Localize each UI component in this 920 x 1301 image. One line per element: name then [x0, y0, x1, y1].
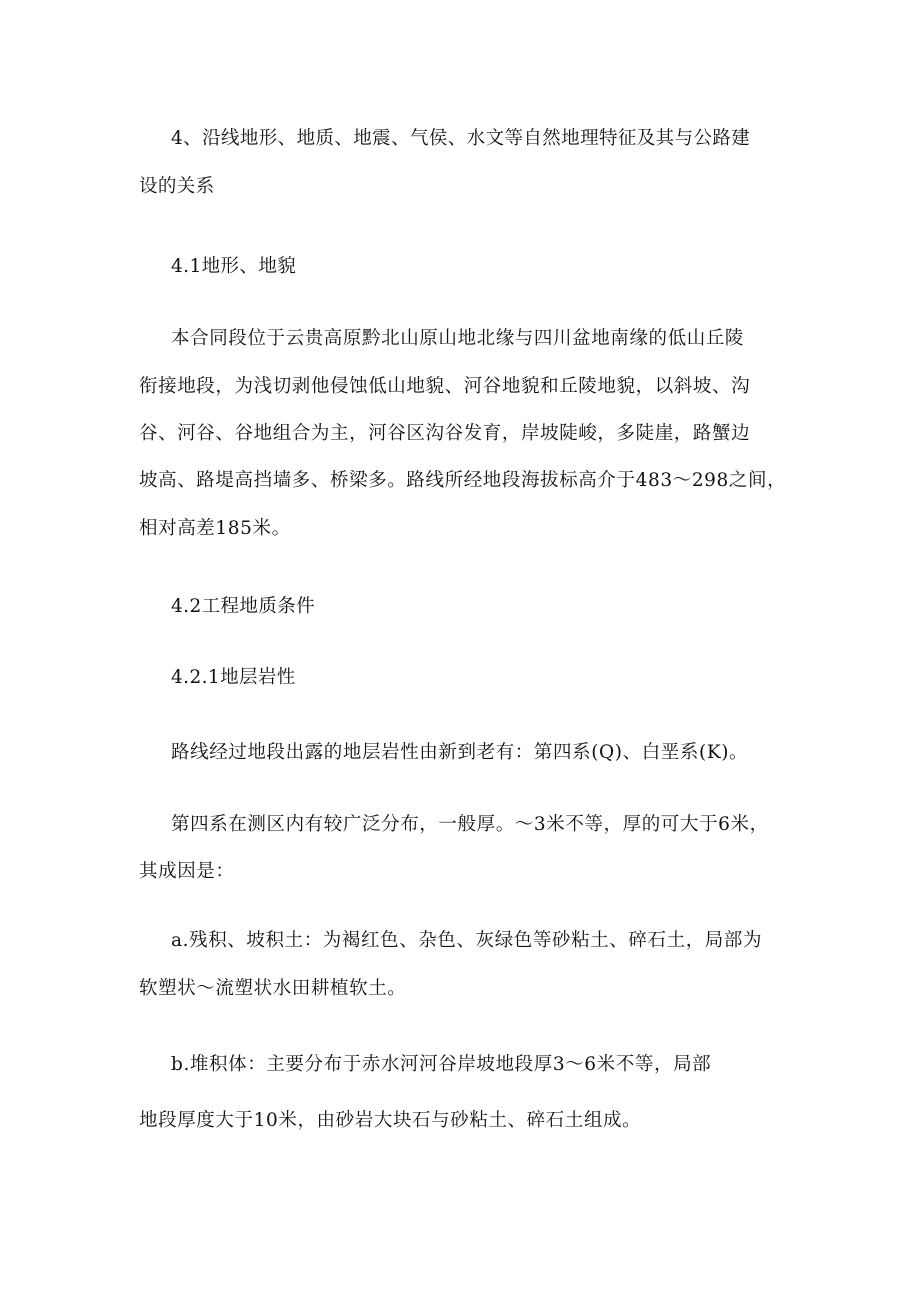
terrain-paragraph-line-2: 衔接地段，为浅切剥他侵蚀低山地貌、河谷地貌和丘陵地貌，以斜坡、沟	[139, 376, 751, 397]
quaternary-line-2: 其成因是：	[139, 861, 235, 882]
terrain-paragraph-line-4: 坡高、路堤高挡墙多、桥梁多。路线所经地段海拔标高介于483～298之间，	[139, 470, 787, 491]
terrain-paragraph-line-1: 本合同段位于云贵高原黔北山原山地北缘与四川盆地南缘的低山丘陵	[171, 328, 745, 349]
item-b-line-1: b.堆积体：主要分布于赤水河河谷岸坡地段厚3～6米不等，局部	[171, 1054, 712, 1075]
item-b-line-2: 地段厚度大于10米，由砂岩大块石与砂粘土、碎石土组成。	[139, 1110, 642, 1131]
terrain-paragraph-line-3: 谷、河谷、谷地组合为主，河谷区沟谷发育，岸坡陡峻，多陡崖，路蟹边	[139, 423, 751, 444]
section-4-title-line-1: 4、沿线地形、地质、地震、气侯、水文等自然地理特征及其与公路建	[171, 128, 751, 149]
strata-intro: 路线经过地段出露的地层岩性由新到老有：第四系(Q)、白垩系(K)。	[171, 742, 749, 763]
section-4-2-1-heading: 4.2.1地层岩性	[171, 667, 296, 688]
section-4-title-line-2: 设的关系	[139, 176, 215, 197]
item-a-line-1: a.残积、坡积土：为褐红色、杂色、灰绿色等砂粘土、碎石土，局部为	[171, 930, 763, 951]
item-a-line-2: 软塑状～流塑状水田耕植软土。	[139, 978, 407, 999]
quaternary-line-1: 第四系在测区内有较广泛分布，一般厚。～3米不等，厚的可大于6米，	[171, 814, 769, 835]
section-4-1-heading: 4.1地形、地貌	[171, 256, 297, 277]
terrain-paragraph-line-5: 相对高差185米。	[139, 518, 291, 539]
section-4-2-heading: 4.2工程地质条件	[171, 596, 316, 617]
